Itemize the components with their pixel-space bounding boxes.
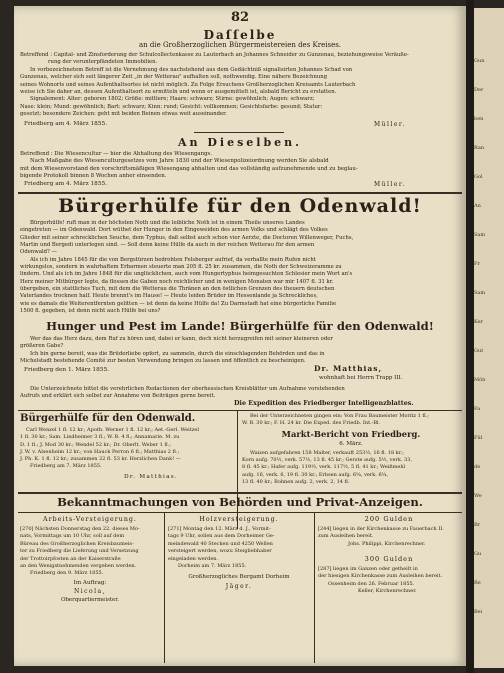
left-box-signature: Dr. Matthias.: [124, 474, 178, 480]
appeal-headline-2: Hunger und Pest im Lande! Bürgerhülfe für den Odenwald!: [46, 319, 434, 333]
adjacent-page-fragment: Ker: [474, 319, 483, 325]
adjacent-page-fragment: Gol: [474, 174, 483, 180]
left-box-body: Carl Wenzel 1 fl. 12 kr.; Apoth. Werner 1 fl. 12 kr.; Aet.-Gerl. Weitzel 1 fl. 30 kr.; Sam. Lindheimer 3 fl.; W. B. 4 fl.; Annamarie. M. zu D. 1 fl.; J. Mod 30 kr.; Wendel 52 kr.; Dr. Oberlt. Weber 1 fl.; J. W. v. Alsenheim 12 kr.; von Hauck Perron 6 fl.; Matthias 2 fl.; J. Ph. K. 1 fl. 12 kr.; zusammen 22 fl. 53 kr. Herzlichen Dank! — Friedberg am 7. März 1855.: [20, 427, 199, 470]
market-report-date: 6. März.: [339, 441, 363, 447]
appeal-note-signature: Die Expedition des Friedberger Intelligenzblattes.: [234, 399, 414, 407]
adjacent-page-fragment: ben: [474, 116, 484, 122]
notice1-signer: Nicola,: [73, 588, 107, 595]
appeal-body: Bürgerhülfe! ruft man in der höchsten Noth und die leibliche Noth ist in einem Theile unseres Landes eingetreten — im Odenwald. Dort wüthet der Hunger in den Eingeweiden des armen Volks und schlägt des Volkes Glieder mit seiner schrecklichen Seuche, dem Typhus, daß selbst auch schon vier Aerzte, die Doctoren Willenweger, Fuchs, Martin und Bergedi unterlegen sind. — Soll denn keine Hülfe da auch in der reichen Wetterau für den armen Odenwald? — Als ich im Jahre 1845 für die von Bergstürzen bedrohten Felsberger aufrief, da verhallte mein Rufen nicht wirkungslos, sondern in wahrhaftem Erbarmen steuerte man 205 fl. 25 kr. zusammen, die Noth der Schweizeramme zu lindern. Und als ich im Jahre 1848 für die unglücklichen, auch vom Hungertyphus heimgesuchten Schlesier mein Wort an's Herz meiner Mitbürger legte, da flossen die Gaben noch reichlicher und in wenigen Monaten war mir 1407 fl. 31 kr. übergeben, ein stattliches Tuch, mit dem die Wetterau die Thränen an den östlichen Grenzen des theuern deutschen Vaterlandes trocknen half. Heute brennt's im Hause! — Heute leiden Brüder im Hessenlande ja Schreckliches, wie es damals die Weiterentfernten gelitten — ist denn da keine Hülfe da! Zu Darmstadt hat eine bürgerliche Familie 1500 fl. gegeben, ist denn nicht auch Hülfe bei uns?: [20, 220, 354, 315]
section2-date: Friedberg am 4. März 1855.: [24, 181, 108, 187]
right-box-intro: Bei der Unterzeichneten gingen ein: Von Frau Baumeister Moritz 1 fl.; W. B. 30 kr.; F. H. 24 kr. Die Exped. des Friedb. Int.-Bl.: [242, 413, 430, 426]
appeal-date: Friedberg den 1. März 1855.: [24, 367, 110, 373]
adjacent-page-fragment: We: [474, 493, 482, 499]
divider: [18, 492, 462, 494]
adjacent-page-fragment: Der: [474, 87, 484, 93]
notice3-title: 200 Gulden: [364, 515, 414, 523]
notice2-title: Holzversteigerung.: [199, 516, 279, 523]
column-divider: [164, 513, 165, 663]
adjacent-page-fragment: Mön: [474, 377, 486, 383]
appeal-note: Die Unterzeichnete bittet die verehrlichen Redactionen der oberhessischen Kreisblätter um Aufnahme vorstehenden Aufrufs und erklärt sich selbst zur Annahme von Beiträgen gerne bereit.: [20, 386, 345, 400]
notice1-title: Arbeits-Versteigerung.: [43, 516, 137, 523]
section2-body: Betreffend : Die Wiesencultur — hier die Abhaltung des Wiesengangs. Nach Maßgabe des Wiesenculturgesetzes vom Jahre 1830 und der Wiesenpolizeiordnung werden Sie alsbald mit dem Wiesenvorstand den vorschriftsmäßigen Wiesengang abhalten und das vollständig aufzunehmende und zu beglau- bigende Protokoll binnen 8 Wochen anher einsenden.: [20, 151, 358, 180]
left-box-title: Bürgerhülfe für den Odenwald.: [20, 413, 196, 424]
adjacent-page-fragment: de: [474, 464, 481, 470]
adjacent-page-fragment: Fr: [474, 261, 480, 267]
adjacent-page-fragment: Fül: [474, 435, 483, 441]
notice2-sig-label: Großherzogliches Bergamt Dorheim: [188, 574, 290, 580]
adjacent-page-fragment: Re: [474, 580, 481, 586]
notice1-body: [270] Nächsten Donnerstag den 22. dieses Mo- nats, Vormittags um 10 Uhr, soll auf dem Büreau des Großherzoglichen Kreisbaumeis- ter zu Friedberg die Lieferung und Versetzung der Trottoirpfosten an der Kaiserstraße an den Wenigstnehmenden vergeben werden. Friedberg den 9. März 1855.: [20, 526, 140, 577]
appeal-signer: Dr. Matthias,: [314, 364, 383, 373]
section1-body: Betreffend : Capital- und Zinsforderung der Schulcollectenkasse zu Lauterbach an Johannes Schneider zu Gunzenau, beziehungsweise Veräuße- rung der verunterpfändeten Immobilien. In vorbezeichnetem Betreff ist die Vernehmung des nachstehend aus dem Gedächtniß signalisirten Johannes Schad von Gunzenau, welcher sich seit längerer Zeit „in der Wetterau" aufhalten soll, nothwendig. Eine nähere Bezeichnung seines Wohnorts und seines Aufenthaltsortes ist nicht möglich. Zu Folge Ersuchens Großherzoglichen Kreisamts Lauterbach weise ich Sie daher an, dessen Aufenthaltsort zu ermitteln und wenn er ausgemittelt ist, alsbald Bericht zu erstatten. Signalement: Alter: geboren 1802; Größe: mittlere; Haare: schwarz; Stirne: gewöhnlich; Augen: schwarz; Nase: klein; Mund: gewöhnlich; Bart: schwarz; Kinn: rund; Gesicht: vollkommen; Gesichtsfarbe: gesund; Statur: gesetzt; besondere Zeichen: geht mit beiden Beinen etwas weit auseinander.: [20, 52, 409, 118]
adjacent-page-fragment: Sam: [474, 290, 486, 296]
column-divider: [314, 513, 315, 663]
section1-title: Daſſelbe: [203, 28, 277, 42]
section1-subtitle: an die Großherzoglichen Bürgermeistereien des Kreises.: [138, 41, 342, 49]
adjacent-page-fragment: Gu: [474, 551, 482, 557]
adjacent-page-fragment: An: [474, 203, 481, 209]
divider: [18, 512, 462, 513]
divider: [18, 410, 462, 411]
adjacent-page-fragment: Gut: [474, 348, 484, 354]
appeal-headline: Bürgerhülfe für den Odenwald!: [58, 195, 422, 217]
adjacent-page-fragment: Fa: [474, 406, 481, 412]
notice2-signer: Jäger.: [225, 583, 253, 590]
adjacent-page-fragment: Ran: [474, 145, 485, 151]
adjacent-page-fragment: Bei: [474, 609, 483, 615]
section2-title: An Dieselben.: [178, 136, 302, 149]
divider: [18, 192, 462, 194]
adjacent-page-edge: [474, 8, 504, 668]
notice1-signer-title: Oberquartiermeister.: [61, 597, 119, 603]
section1-signature: Müller.: [374, 121, 407, 128]
appeal-signer-address: wohnhaft bei Herrn Trapp III.: [319, 375, 403, 381]
page-number: 82: [230, 10, 250, 25]
adjacent-page-fragment: Br: [474, 522, 481, 528]
market-report-body: Waizen aufgefahren 158 Malter, verkauft 253½, 16 fl. 18 kr.; Korn aufg. 70½, verk. 57½, 13 fl. 45 kr.; Gerste aufg. 5½, verk. 33, 8 fl. 45 kr.; Hafer aufg. 119½, verk. 117½, 5 fl. 41 kr.; Weißmehl aufg. 16, verk. 6, 19 fl. 30 kr.; Erbsen aufg. 6¼, verk. 6¼, 13 fl. 40 kr.; Bohnen aufg. 2, verk. 2, 14 fl.: [242, 450, 412, 485]
notice4-body: [287] liegen im Ganzen oder getheilt in der hiesigen Kirchenkasse zum Ausleihen bereit. Ossenheim den 26. Februar 1855. Keller, Kirchenrechner.: [318, 566, 443, 595]
notice3-body: [244] liegen in der Kirchenkasse zu Fauerbach II. zum Ausleihen bereit. Johs. Philippi, Kirchenrechner.: [318, 526, 444, 547]
notice4-title: 300 Gulden: [364, 555, 414, 563]
appeal-body-2: Wer das das Herz dazu, dem Ruf zu hören und, dabei er kann, doch nicht herzugreifen mit seiner kleineren oder größeren Gabe? Ich bin gerne bereit, was die Brüderliebe opfert, zu sammeln, durch die einschlagenden Behörden und das in Michelstadt bestehende Comité zur besten Verwendung bringen zu lassen und öffentlich zu bescheinigen.: [20, 336, 333, 365]
adjacent-page-fragment: Gun: [474, 58, 485, 64]
notices-header: Bekanntmachungen von Behörden und Privat-Anzeigen.: [57, 495, 423, 509]
newspaper-page: [14, 6, 466, 666]
section2-signature: Müller.: [374, 181, 407, 188]
notice1-sig-label: Im Auftrag:: [73, 580, 107, 586]
notice2-body: [271] Montag den 12. März d. J., Vormit- tags 9 Uhr, sollen aus dem Dorheimer Ge- meindewald 40 Stecken und 4250 Wellen versteigert werden, wozu Steigliebhaber eingeladen werden. Dorheim am 7. März 1855.: [168, 526, 275, 570]
divider: [194, 132, 284, 133]
section1-date: Friedberg am 4. März 1855.: [24, 121, 108, 127]
market-report-title: Markt-Bericht von Friedberg.: [281, 429, 421, 439]
adjacent-page-fragment: Sam: [474, 232, 486, 238]
book-binding: [466, 0, 474, 673]
